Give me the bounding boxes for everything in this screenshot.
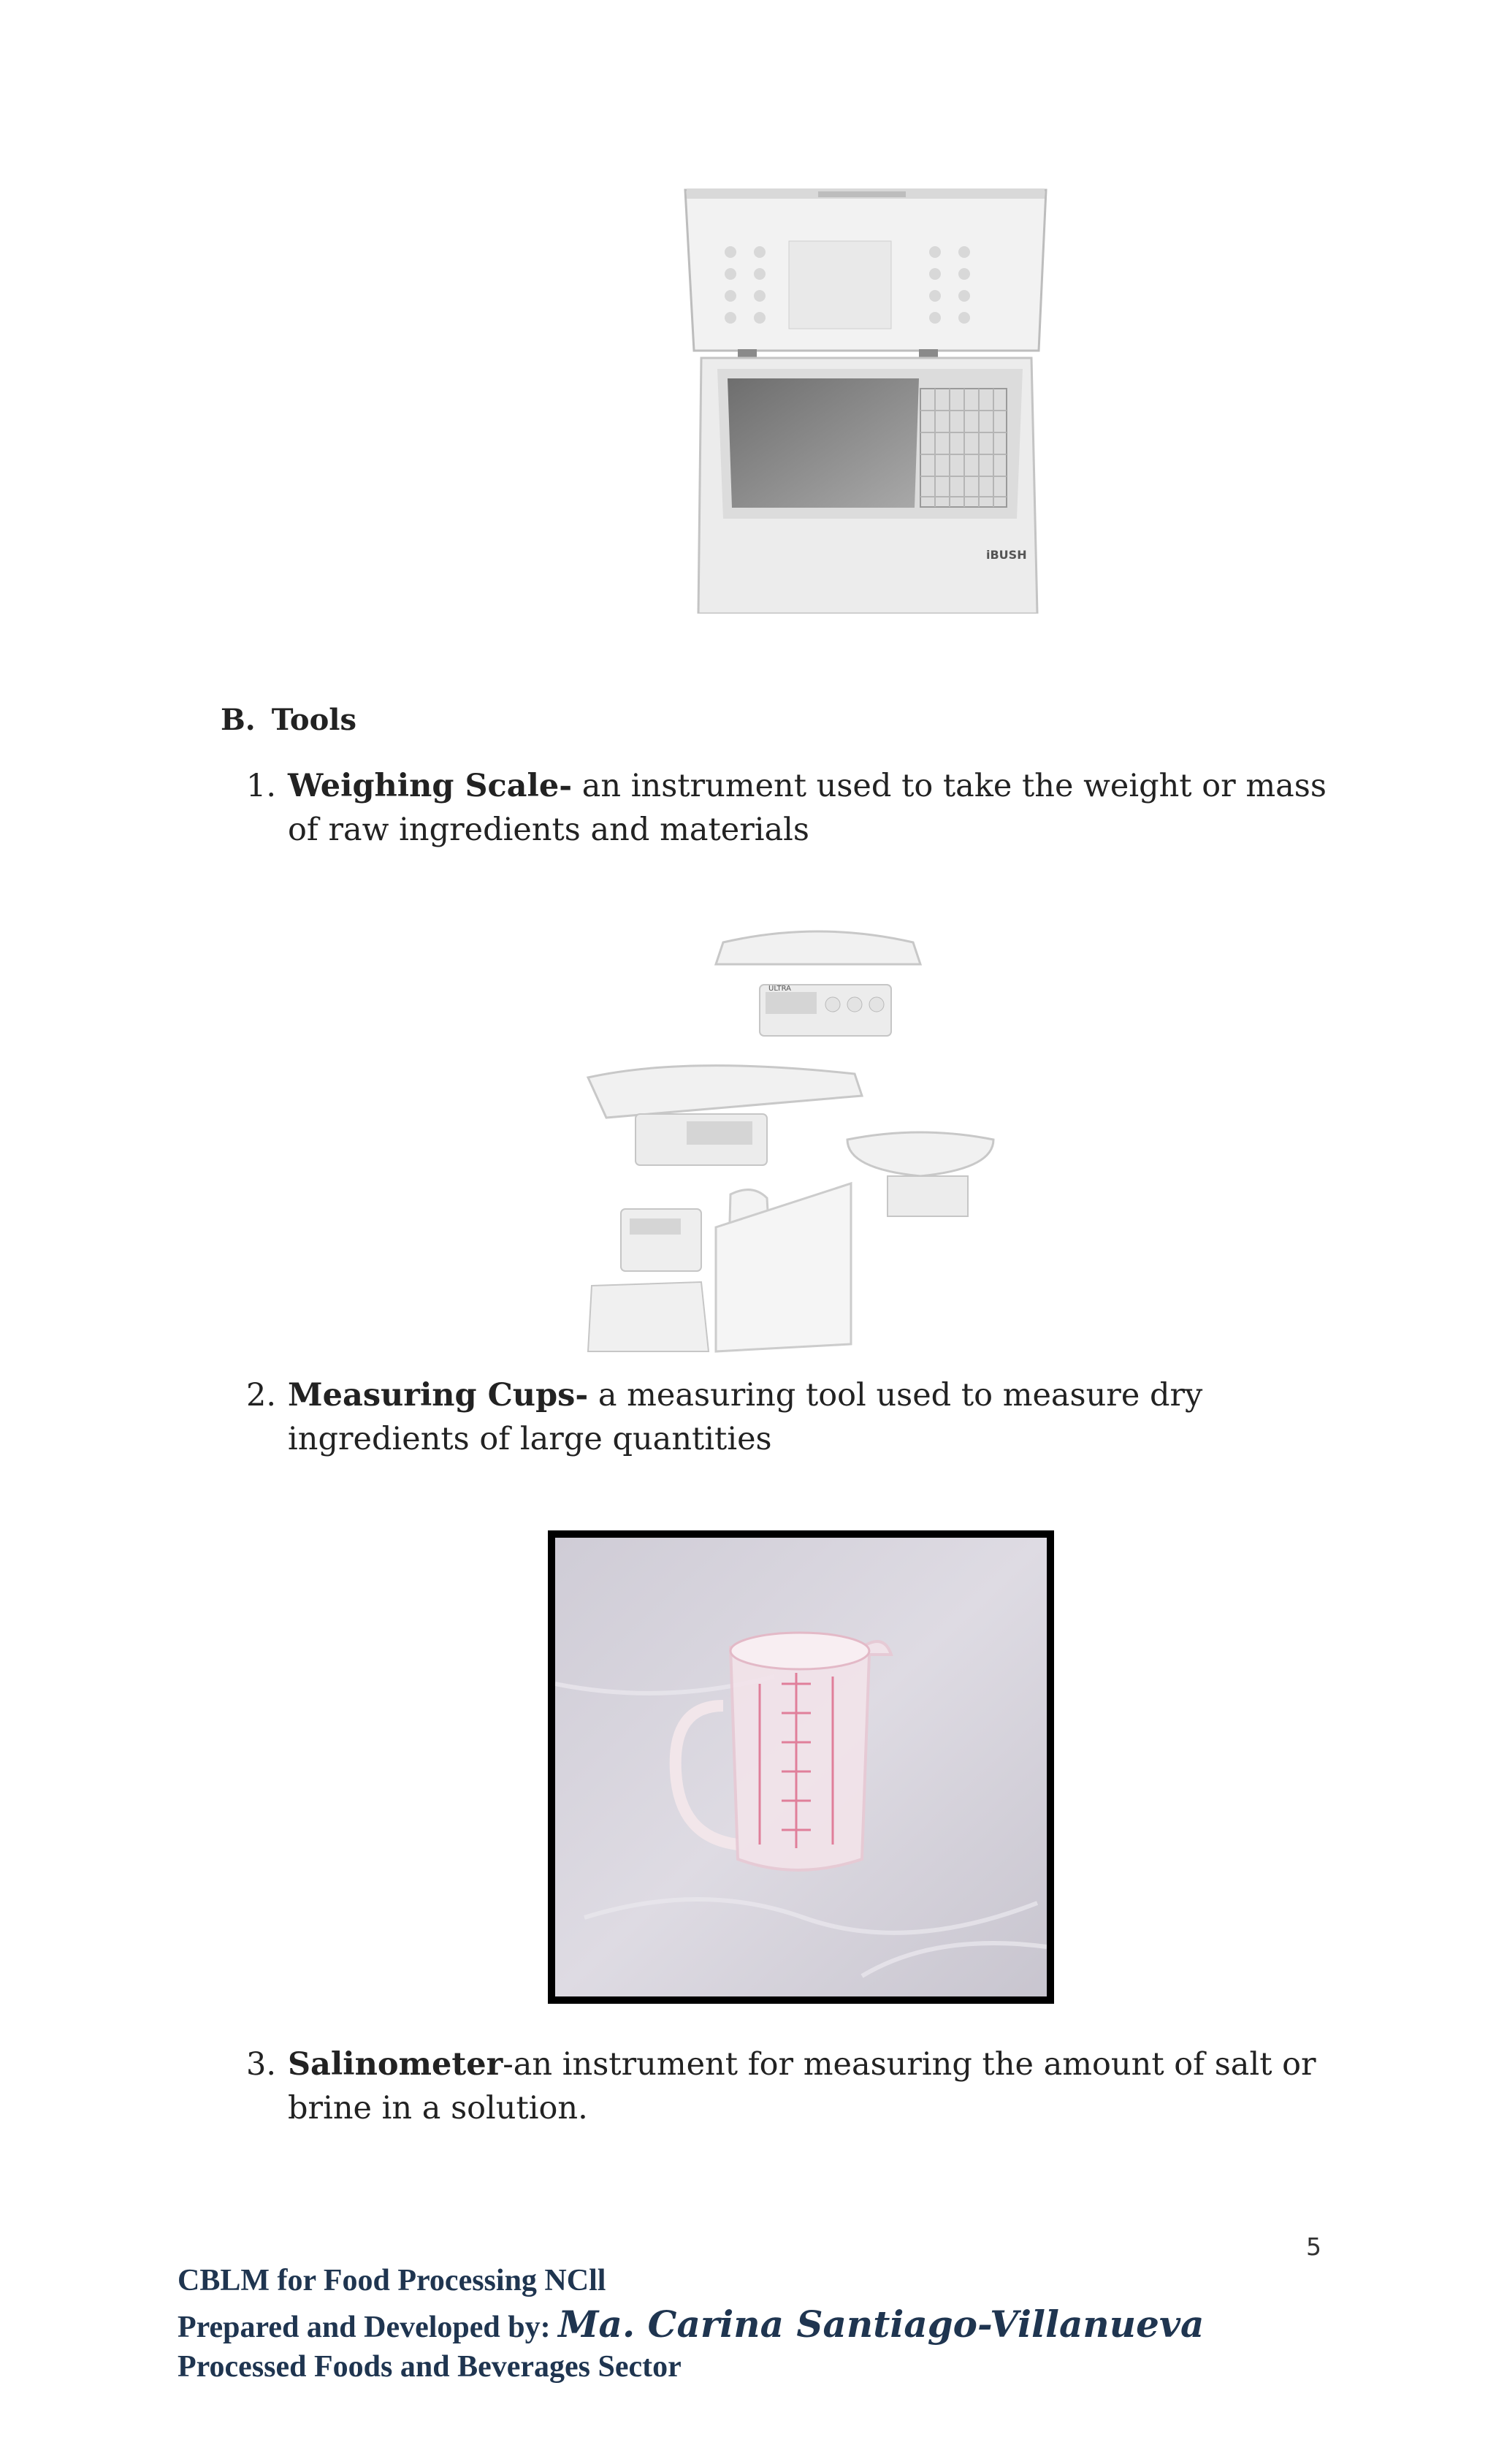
section-title: Tools xyxy=(271,703,356,737)
item-number: 3. xyxy=(245,2046,276,2083)
footer-title: CBLM for Food Processing NCll xyxy=(178,2264,606,2297)
item-description: a measuring tool used to measure dry ingredients of large quantities xyxy=(288,1377,1203,1457)
item-term: Salinometer xyxy=(288,2046,503,2083)
section-letter: B. xyxy=(221,703,256,737)
footer-prepared-by: Prepared and Developed by: xyxy=(178,2311,559,2344)
measuring-cup-image xyxy=(548,1530,1054,2004)
page-number: 5 xyxy=(1306,2232,1321,2261)
section-heading xyxy=(221,703,356,737)
scale-display-label: ULTRA xyxy=(768,985,792,993)
chest-freezer-image xyxy=(679,183,1052,614)
item-term: Weighing Scale- xyxy=(288,768,573,804)
footer-line-3 xyxy=(178,2349,682,2384)
footer-line-2 xyxy=(178,2303,1204,2346)
footer-author: Ma. Carina Santiago-Villanueva xyxy=(558,2303,1205,2346)
list-item xyxy=(241,2042,1337,2130)
footer-sector: Processed Foods and Beverages Sector xyxy=(178,2350,682,2384)
freezer-brand-label: iBUSH xyxy=(986,548,1027,562)
item-description: an instrument used to take the weight or mass of raw ingredients and materials xyxy=(288,768,1327,848)
item-number: 2. xyxy=(245,1377,276,1414)
list-item xyxy=(241,1373,1337,1461)
item-term: Measuring Cups- xyxy=(288,1377,589,1414)
item-number: 1. xyxy=(245,768,276,804)
weighing-scale-image xyxy=(577,920,1045,1359)
item-description: -an instrument for measuring the amount of salt or brine in a solution. xyxy=(288,2046,1316,2127)
footer-line-1 xyxy=(178,2263,606,2298)
list-item xyxy=(241,764,1337,852)
